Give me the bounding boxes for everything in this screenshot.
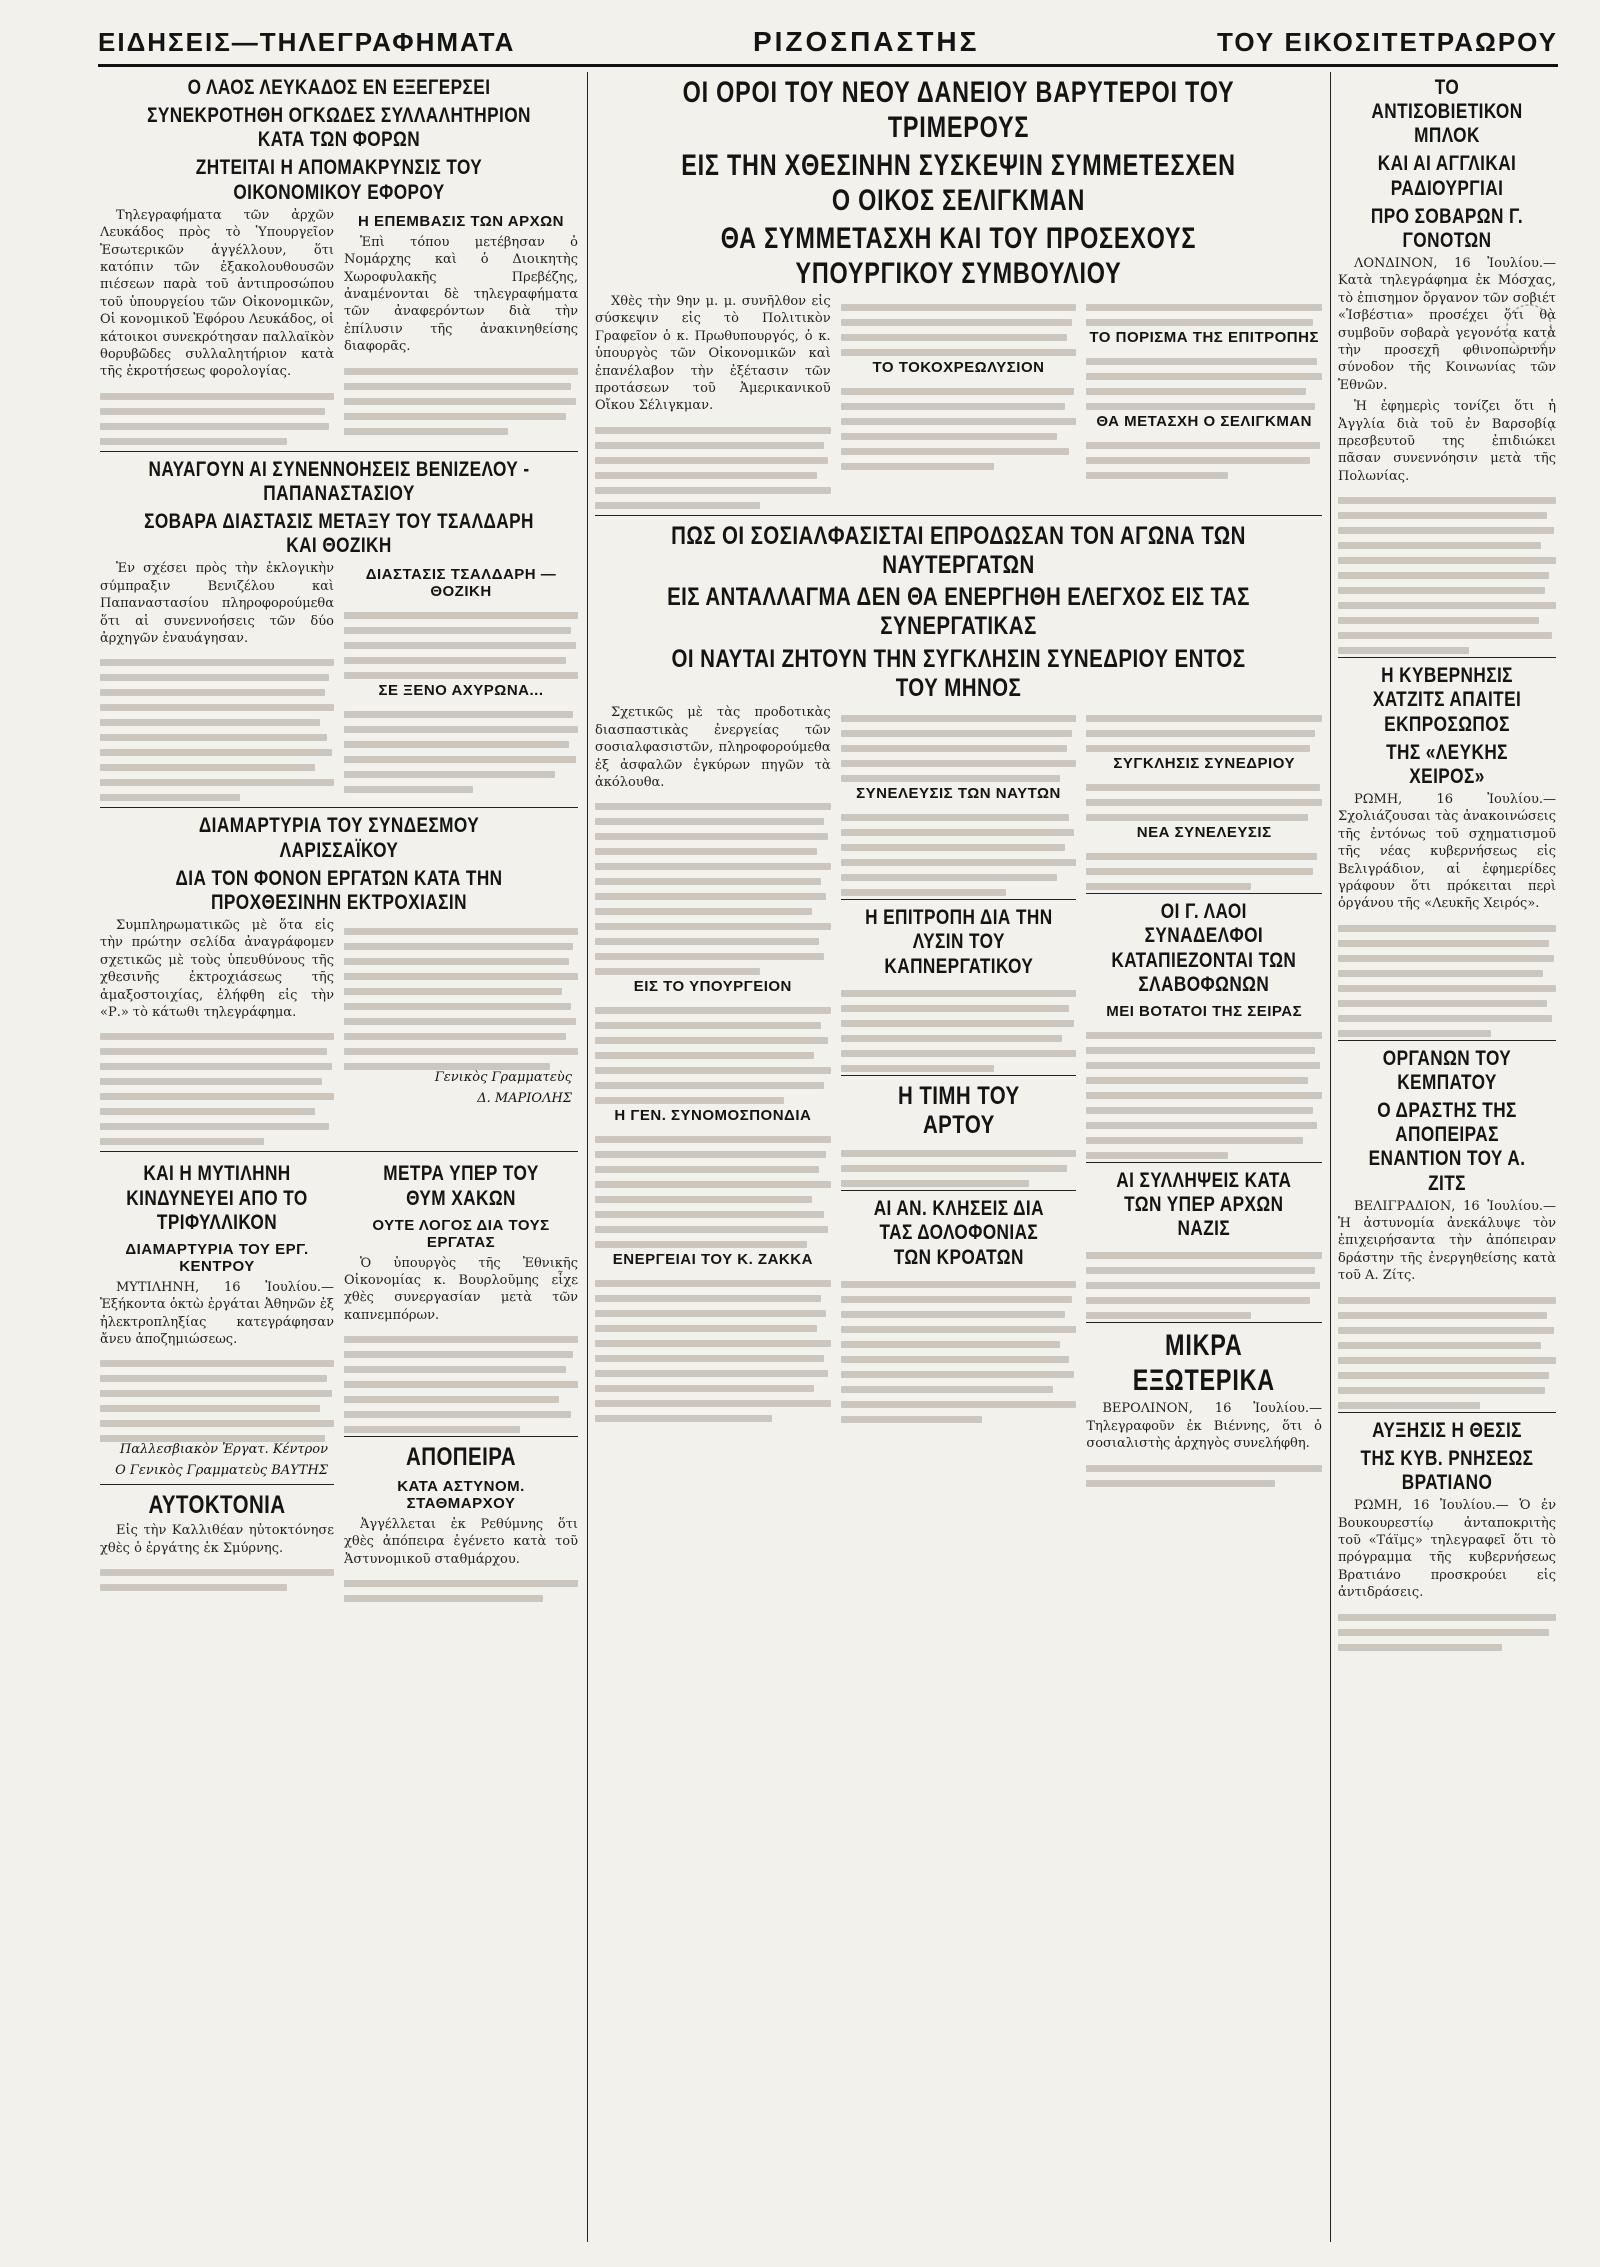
subhead: ΝΕΑ ΣΥΝΕΛΕΥΣΙΣ [1136, 824, 1272, 842]
headline: Η ΚΥΒΕΡΝΗΣΙΣ ΧΑΤΖΙΤΣ ΑΠΑΙΤΕΙ ΕΚΠΡΟΣΩΠΟΣ [1372, 664, 1522, 736]
headline: ΣΟΒΑΡΑ ΔΙΑΣΤΑΣΙΣ ΜΕΤΑΞΥ ΤΟΥ ΤΣΑΛΔΑΡΗ ΚΑΙ ΘΟΖΙΚΗ [144, 510, 534, 558]
article-seamen [595, 522, 1322, 1487]
headline: Ο ΛΑΟΣ ΛΕΥΚΑΔΟΣ ΕΝ ΕΞΕΓΕΡΣΕΙ [187, 76, 491, 99]
column-left [100, 72, 578, 2242]
article-text: ΒΕΛΙΓΡΑΔΙΟΝ, 16 Ἰουλίου.— Ἡ ἀστυνομία ἀνεκάλυψε τὸν ἐπιχειρήσαντα τὴν ἀπόπειραν δράστην τῆς ἐνεργηθείσης κατὰ τοῦ Α. Ζίτς. [1338, 1198, 1556, 1284]
article-text: Συμπληρωματικῶς μὲ ὅτα εἰς τὴν πρώτην σελίδα ἀναγράφομεν σχετικῶς μὲ τοὺς ὑπευθύνους τῆς χθεσινῆς ἐκτροχιάσεως τῆς ἁμαξοστοιχίας, ἐλήφθη εἰς τὴν «Ρ.» τὸ κάτωθι τηλεγράφημα. [100, 917, 334, 1020]
subhead: ΕΝΕΡΓΕΙΑΙ ΤΟΥ Κ. ΖΑΚΚΑ [612, 1251, 813, 1269]
headline: ΜΕΤΡΑ ΥΠΕΡ ΤΟΥ ΘΥΜ ΧΑΚΩΝ [383, 1162, 539, 1210]
headline: ΝΑΥΑΓΟΥΝ ΑΙ ΣΥΝΕΝΝΟΗΣΕΙΣ ΒΕΝΙΖΕΛΟΥ - ΠΑΠΑΝΑΣΤΑΣΙΟΥ [148, 457, 530, 505]
headline: ΕΙΣ ΑΝΤΑΛΛΑΓΜΑ ΔΕΝ ΘΑ ΕΝΕΡΓΗΘΗ ΕΛΕΓΧΟΣ ΕΙΣ ΤΑΣ ΣΥΝΕΡΓΑΤΙΚΑΣ [667, 583, 1250, 641]
subhead: Η ΓΕΝ. ΣΥΝΟΜΟΣΠΟΝΔΙΑ [614, 1107, 812, 1125]
header-rule [98, 64, 1558, 67]
subhead: ΘΑ ΜΕΤΑΣΧΗ Ο ΣΕΛΙΓΚΜΑΝ [1096, 413, 1313, 430]
subhead: ΣΥΓΚΛΗΣΙΣ ΣΥΝΕΔΡΙΟΥ [1113, 755, 1295, 773]
column-center [595, 72, 1322, 2242]
article-text: Ἡ ἐφημερὶς τονίζει ὅτι ἡ Ἀγγλία διὰ τοῦ ἐν Βαρσοβίᾳ πρεσβευτοῦ της ἐπιδιώκει πᾶσαν συνεννόησιν μετὰ τῆς Πολωνίας. [1338, 399, 1556, 484]
article-text: Τηλεγραφήματα τῶν ἀρχῶν Λευκάδος πρὸς τὸ Ὑπουργεῖον Ἐσωτερικῶν ἀγγέλλουν, ὅτι κατόπιν τῶν ἐξακολουθουσῶν πιέσεων παρὰ τοῦ ἀντιπροσώπου τοῦ ὑπουργείου τῶν Οἰκονομικῶν, Οἱ κονομικοῦ Ἐφόρου Λευκάδος, οἱ κάτοικοι συνεκρότησαν παλλαϊκὸν θορυβῶδες συλλαλητήριον κατὰ τῆς ἐκροτήσεως φορολογίας. [100, 207, 334, 380]
article-text: ΒΕΡΟΛΙΝΟΝ, 16 Ἰουλίου.— Τηλεγραφοῦν ἐκ Βιέννης, ὅτι ὁ σοσιαλιστὴς ἀρχηγὸς συνελήφθη. [1086, 1401, 1322, 1452]
subhead: Η ΕΠΕΜΒΑΣΙΣ ΤΩΝ ΑΡΧΩΝ [358, 212, 564, 230]
headline: ΕΙΣ ΤΗΝ ΧΘΕΣΙΝΗΝ ΣΥΣΚΕΨΙΝ ΣΥΜΜΕΤΕΣΧΕΝ Ο ΟΙΚΟΣ ΣΕΛΙΓΚΜΑΝ [681, 149, 1236, 217]
article-text: ΛΟΝΔΙΝΟΝ, 16 Ἰουλίου.— Κατὰ τηλεγράφημα ἐκ Μόσχας, τὸ ἐπισημον ὄργανον τῶν σοβιέτ «Ἰσβέστια» προσέχει ὅτι θὰ συμβοῦν σοβαρὰ γεγονότα κατὰ τὴν προσεχῆ φθινοπωρινὴν σύνοδον τῆς Κοινωνίας τῶν Ἐθνῶν. [1338, 255, 1556, 393]
article-bratianu [1338, 1419, 1556, 1648]
headline: ΘΑ ΣΥΜΜΕΤΑΣΧΗ ΚΑΙ ΤΟΥ ΠΡΟΣΕΧΟΥΣ ΥΠΟΥΡΓΙΚΟΥ ΣΥΜΒΟΥΛΙΟΥ [720, 222, 1197, 290]
headline: Η ΤΙΜΗ ΤΟΥ ΑΡΤΟΥ [897, 1081, 1020, 1139]
headline: ΟΙ ΟΡΟΙ ΤΟΥ ΝΕΟΥ ΔΑΝΕΙΟΥ ΒΑΡΥΤΕΡΟΙ ΤΟΥ ΤΡΙΜΕΡΟΥΣ [682, 76, 1235, 144]
running-head-left: ΕΙΔΗΣΕΙΣ—ΤΗΛΕΓΡΑΦΗΜΑΤΑ [98, 26, 516, 57]
headline: ΑΙ ΣΥΛΛΗΨΕΙΣ ΚΑΤΑ ΤΩΝ ΥΠΕΡ ΑΡΧΩΝ ΝΑΖΙΣ [1116, 1168, 1292, 1241]
signature-name: Δ. ΜΑΡΙΟΛΗΣ [477, 1090, 572, 1106]
headline: ΤΗΣ ΚΥΒ. ΡΝΗΣΕΩΣ ΒΡΑΤΙΑΝΟ [1360, 1446, 1534, 1494]
headline: ΜΙΚΡΑ ΕΞΩΤΕΡΙΚΑ [1133, 1329, 1276, 1397]
article-mytilini [100, 1158, 334, 1602]
column-rule-2 [1330, 72, 1331, 2242]
article-lefkada [100, 76, 578, 445]
article-venizelos [100, 458, 578, 802]
subhead: ΔΙΑΜΑΡΤΥΡΙΑ ΤΟΥ ΕΡΓ. ΚΕΝΤΡΟΥ [125, 1240, 309, 1275]
article-text: ΜΥΤΙΛΗΝΗ, 16 Ἰουλίου.— Ἑξήκοντα ὀκτὼ ἐργάται Ἀθηνῶν ἐξ ἠλεκτροπληξίας κατεγράφησαν ἄνευ ἀποζημιώσεως. [100, 1279, 334, 1347]
subhead: ΔΙΑΣΤΑΣΙΣ ΤΣΑΛΔΑΡΗ — ΘΟΖΙΚΗ [365, 566, 557, 601]
article-antisoviet [1338, 76, 1556, 651]
article-text: Ἀγγέλλεται ἐκ Ρεθύμνης ὅτι χθὲς ἀπόπειρα ἐγένετο κατὰ τοῦ Ἀστυνομικοῦ σταθμάρχου. [344, 1517, 578, 1567]
running-head-right: ΤΟΥ ΕΙΚΟΣΙΤΕΤΡΑΩΡΟΥ [1217, 26, 1558, 57]
headline: ΑΥΞΗΣΙΣ Η ΘΕΣΙΣ [1372, 1418, 1522, 1442]
headline: ΟΡΓΑΝΩΝ ΤΟΥ ΚΕΜΠΑΤΟΥ [1382, 1046, 1512, 1094]
subhead: ΤΟ ΤΟΚΟΧΡΕΩΛΥΣΙΟΝ [872, 359, 1045, 376]
article-zits [1338, 1047, 1556, 1406]
headline: Η ΕΠΙΤΡΟΠΗ ΔΙΑ ΤΗΝ ΛΥΣΙΝ ΤΟΥ ΚΑΠΝΕΡΓΑΤΙΚΟΥ [864, 906, 1053, 978]
article-loan [595, 76, 1322, 509]
headline: ΠΡΟ ΣΟΒΑΡΩΝ Γ. ΓΟΝΟΤΩΝ [1370, 204, 1524, 252]
subhead: ΣΕ ΞΕΝΟ ΑΧΥΡΩΝΑ... [378, 682, 544, 700]
column-right [1338, 72, 1556, 2242]
article-text: Ὁ ὑπουργὸς τῆς Ἐθνικῆς Οἰκονομίας κ. Βουρλοῦμης εἶχε χθὲς συνεργασίαν μετὰ τῶν καπνεμπόρων. [344, 1255, 578, 1323]
article-text: Ἐν σχέσει πρὸς τὴν ἐκλογικὴν σύμπραξιν Βενιζέλου καὶ Παπαναστασίου πληροφορούμεθα ὅτι αἱ συνεννοήσεις τῶν δύο ἀρχηγῶν ἐναυάγησαν. [100, 561, 334, 646]
article-text: Εἰς τὴν Καλλιθέαν ηὐτοκτόνησε χθὲς ὁ ἐργάτης ἐκ Σμύρνης. [100, 1523, 334, 1556]
headline: ΑΥΤΟΚΤΟΝΙΑ [148, 1491, 286, 1520]
article-text: ΡΩΜΗ, 16 Ἰουλίου.— Σχολιάζουσαι τὰς ἀνακοινώσεις τῆς ἐντόνως τοῦ σχηματισμοῦ τῆς νέας κυβερνήσεως εἰς Βελιγράδιον, αἱ ἐφημερίδες γράφουν ὅτι πρόκειται περὶ ὀργάνου τῆς «Λευκῆς Χειρός». [1338, 791, 1556, 912]
masthead-title: ΡΙΖΟΣΠΑΣΤΗΣ [752, 26, 980, 57]
headline: ΤΗΣ «ΛΕΥΚΗΣ ΧΕΙΡΟΣ» [1386, 740, 1508, 788]
headline: ΑΙ ΑΝ. ΚΛΗΣΕΙΣ ΔΙΑ ΤΑΣ ΔΟΛΟΦΟΝΙΑΣ ΤΩΝ ΚΡΟΑΤΩΝ [873, 1197, 1044, 1269]
article-text: Χθὲς τὴν 9ην μ. μ. συνῆλθον εἰς σύσκεψιν εἰς τὸ Πολιτικὸν Γραφεῖον ὁ κ. Πρωθυπουργός, ὁ κ. ὑπουργὸς τῶν Οἰκονομικῶν καὶ ἐπανέλαβον τὴν ἐξέτασιν τῶν προτάσεων τοῦ Ἀμερικανικοῦ Οἴκου Σέλιγκμαν. [595, 294, 831, 414]
headline: ΚΑΙ ΑΙ ΑΓΓΛΙΚΑΙ ΡΑΔΙΟΥΡΓΙΑΙ [1377, 152, 1517, 200]
subhead: ΤΟ ΠΟΡΙΣΜΑ ΤΗΣ ΕΠΙΤΡΟΠΗΣ [1089, 329, 1319, 346]
subhead: ΚΑΤΑ ΑΣΤΥΝΟΜ. ΣΤΑΘΜΑΡΧΟΥ [397, 1478, 525, 1513]
subhead: ΟΥΤΕ ΛΟΓΟΣ ΔΙΑ ΤΟΥΣ ΕΡΓΑΤΑΣ [372, 1216, 550, 1251]
article-tobacco-measures [344, 1158, 578, 1602]
subhead: ΕΙΣ ΤΟ ΥΠΟΥΡΓΕΙΟΝ [633, 978, 792, 996]
headline: ΔΙΑ ΤΟΝ ΦΟΝΟΝ ΕΡΓΑΤΩΝ ΚΑΤΑ ΤΗΝ ΠΡΟΧΘΕΣΙΝΗΝ ΕΚΤΡΟΧΙΑΣΙΝ [175, 866, 503, 914]
headline: ΟΙ Γ. ΛΑΟΙ ΣΥΝΑΔΕΛΦΟΙ ΚΑΤΑΠΙΕΖΟΝΤΑΙ ΤΩΝ ΣΛΑΒΟΦΩΝΩΝ [1111, 900, 1297, 996]
article-text: Σχετικῶς μὲ τὰς προδοτικὰς διασπαστικὰς ἐνεργείας τῶν σοσιαλφασιστῶν, πληροφορούμεθα ἐξ ἀσφαλῶν ἐγκύρων πηγῶν τὰ ἀκόλουθα. [595, 705, 831, 790]
subhead: ΣΥΝΕΛΕΥΣΙΣ ΤΩΝ ΝΑΥΤΩΝ [856, 785, 1061, 803]
running-head [98, 22, 1558, 62]
signature-title: Γενικὸς Γραμματεὺς [434, 1069, 572, 1085]
article-hatzits [1338, 664, 1556, 1034]
library-stamp-icon [1502, 300, 1556, 354]
headline: ΣΥΝΕΚΡΟΤΗΘΗ ΟΓΚΩΔΕΣ ΣΥΛΛΑΛΗΤΗΡΙΟΝ ΚΑΤΑ ΤΩΝ ΦΟΡΩΝ [147, 104, 531, 152]
signature-title: Παλλεσβιακὸν Ἐργατ. Κέντρον [119, 1442, 328, 1458]
headline: Ο ΔΡΑΣΤΗΣ ΤΗΣ ΑΠΟΠΕΙΡΑΣ ΕΝΑΝΤΙΟΝ ΤΟΥ Α. ΖΙΤΣ [1368, 1099, 1526, 1195]
article-larissa [100, 814, 578, 1145]
column-rule-1 [587, 72, 588, 2242]
headline: ΠΩΣ ΟΙ ΣΟΣΙΑΛΦΑΣΙΣΤΑΙ ΕΠΡΟΔΩΣΑΝ ΤΟΝ ΑΓΩΝΑ ΤΩΝ ΝΑΥΤΕΡΓΑΤΩΝ [671, 521, 1246, 579]
headline: ΔΙΑΜΑΡΤΥΡΙΑ ΤΟΥ ΣΥΝΔΕΣΜΟΥ ΛΑΡΙΣΣΑΪΚΟΥ [198, 814, 480, 862]
subhead: ΜΕΙ ΒΟΤΑΤΟΙ ΤΗΣ ΣΕΙΡΑΣ [1106, 1002, 1303, 1020]
signature-name: Ο Γενικὸς Γραμματεὺς ΒΑΥΤΗΣ [115, 1463, 328, 1479]
headline: ΑΠΟΠΕΙΡΑ [406, 1443, 516, 1472]
headline: ΖΗΤΕΙΤΑΙ Η ΑΠΟΜΑΚΡΥΝΣΙΣ ΤΟΥ ΟΙΚΟΝΟΜΙΚΟΥ ΕΦΟΡΟΥ [195, 156, 483, 204]
article-text: ΡΩΜΗ, 16 Ἰουλίου.— Ὁ ἐν Βουκουρεστίῳ ἀνταποκριτὴς τοῦ «Τάϊμς» τηλεγραφεῖ ὅτι τὸ πρόγραμμα τῆς κυβερνήσεως Βρατιάνο προσκρούει εἰς ἀντιδράσεις. [1338, 1498, 1556, 1601]
headline: ΚΑΙ Η ΜΥΤΙΛΗΝΗ ΚΙΝΔΥΝΕΥΕΙ ΑΠΟ ΤΟ ΤΡΙΦΥΛΛΙΚΟΝ [126, 1162, 308, 1234]
headline: ΟΙ ΝΑΥΤΑΙ ΖΗΤΟΥΝ ΤΗΝ ΣΥΓΚΛΗΣΙΝ ΣΥΝΕΔΡΙΟΥ ΕΝΤΟΣ ΤΟΥ ΜΗΝΟΣ [671, 644, 1246, 702]
headline: ΤΟ ΑΝΤΙΣΟΒΙΕΤΙΚΟΝ ΜΠΛΟΚ [1371, 76, 1523, 148]
article-text: Ἐπὶ τόπου μετέβησαν ὁ Νομάρχης καὶ ὁ Διοικητὴς Χωροφυλακῆς Πρεβέζης, ἀναμένονται δὲ τηλεγραφήματα τῶν ἀναφερόντων διὰ τὴν ἐπίλυσιν τῆς ἀνακινηθείσης διαφορᾶς. [344, 234, 578, 355]
